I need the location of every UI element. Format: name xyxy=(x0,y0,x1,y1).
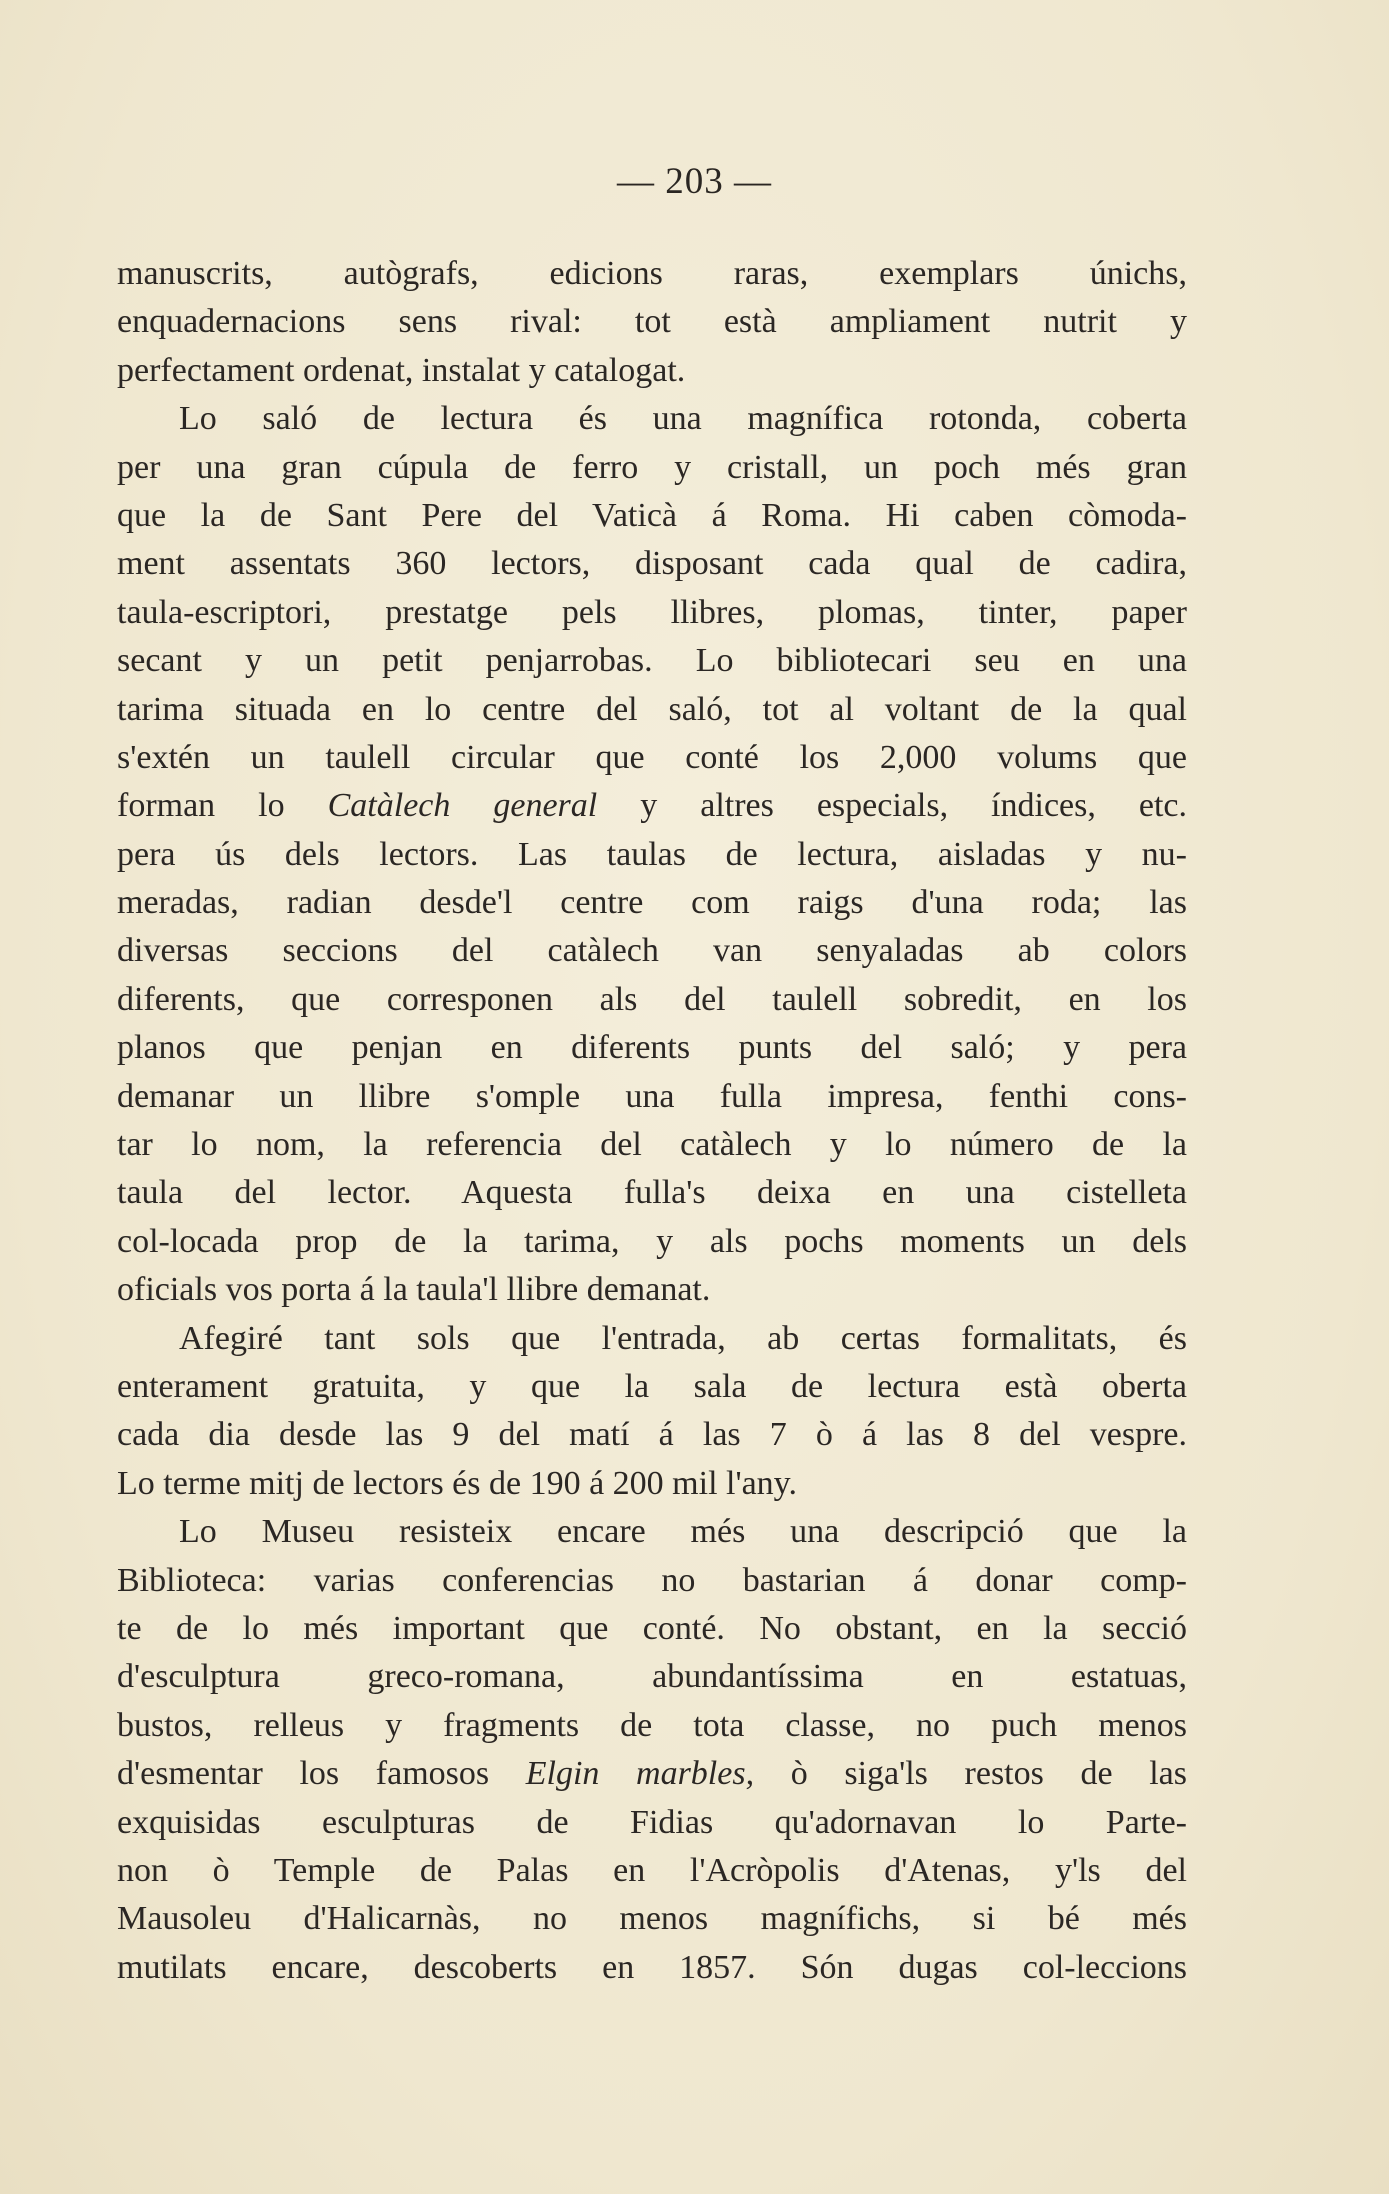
text-line: demanar un llibre s'omple una fulla impresa, fenthi cons- xyxy=(117,1077,1187,1115)
text-line: pera ús dels lectors. Las taulas de lectura, aisladas y nu- xyxy=(117,835,1187,873)
text-line: ment assentats 360 lectors, disposant cada qual de cadira, xyxy=(117,545,1187,583)
text-segment: forman lo xyxy=(117,787,328,825)
text-line: tarima situada en lo centre del saló, tot al voltant de la qual xyxy=(117,690,1187,728)
italic-title: Catàlech general xyxy=(327,787,598,825)
text-line: Biblioteca: varias conferencias no bastarian á donar comp- xyxy=(117,1561,1187,1599)
text-line: exquisidas esculpturas de Fidias qu'adornavan lo Parte- xyxy=(117,1803,1187,1841)
text-segment: ò siga'ls restos de las xyxy=(754,1755,1187,1793)
text-line: meradas, radian desde'l centre com raigs d'una roda; las xyxy=(117,884,1187,922)
text-line: diferents, que corresponen als del taulell sobredit, en los xyxy=(117,980,1187,1018)
text-line: Lo saló de lectura és una magnífica rotonda, coberta xyxy=(179,400,1187,438)
text-line: enquadernacions sens rival: tot està ampliament nutrit y xyxy=(117,303,1187,341)
text-line: s'extén un taulell circular que conté los 2,000 volums que xyxy=(117,738,1187,776)
text-line: oficials vos porta á la taula'l llibre demanat. xyxy=(117,1271,711,1309)
text-line: d'esculptura greco-romana, abundantíssima en estatuas, xyxy=(117,1658,1187,1696)
text-segment: y altres especials, índices, etc. xyxy=(597,787,1187,825)
text-line: secant y un petit penjarrobas. Lo bibliotecari seu en una xyxy=(117,642,1187,680)
text-line: que la de Sant Pere del Vaticà á Roma. Hi caben còmoda- xyxy=(117,496,1187,534)
text-segment: d'esmentar los famosos xyxy=(117,1755,526,1793)
text-line: per una gran cúpula de ferro y cristall, un poch més gran xyxy=(117,448,1187,486)
text-line: perfectament ordenat, instalat y catalogat. xyxy=(117,351,686,389)
text-line: Lo terme mitj de lectors és de 190 á 200 mil l'any. xyxy=(117,1464,797,1502)
text-line: enterament gratuita, y que la sala de lectura està oberta xyxy=(117,1367,1187,1405)
text-line: Mausoleu d'Halicarnàs, no menos magnífichs, si bé més xyxy=(117,1900,1187,1938)
body-text xyxy=(117,250,1187,1992)
italic-title: Elgin marbles, xyxy=(525,1755,755,1793)
text-line: Lo Museu resisteix encare més una descripció que la xyxy=(179,1513,1187,1551)
text-line: non ò Temple de Palas en l'Acròpolis d'Atenas, y'ls del xyxy=(117,1851,1187,1889)
text-line: cada dia desde las 9 del matí á las 7 ò á las 8 del vespre. xyxy=(117,1416,1187,1454)
text-line: mutilats encare, descoberts en 1857. Són dugas col-leccions xyxy=(117,1948,1187,1986)
text-line: taula-escriptori, prestatge pels llibres, plomas, tinter, paper xyxy=(117,593,1187,631)
text-line: manuscrits, autògrafs, edicions raras, exemplars únichs, xyxy=(117,255,1187,292)
text-line xyxy=(117,782,1187,830)
text-line: taula del lector. Aquesta fulla's deixa en una cistelleta xyxy=(117,1174,1187,1212)
text-line: tar lo nom, la referencia del catàlech y lo número de la xyxy=(117,1126,1187,1164)
text-line xyxy=(117,1750,1187,1798)
text-line: Afegiré tant sols que l'entrada, ab certas formalitats, és xyxy=(179,1319,1187,1357)
text-line: col-locada prop de la tarima, y als pochs moments un dels xyxy=(117,1222,1187,1260)
text-line: diversas seccions del catàlech van senyaladas ab colors xyxy=(117,932,1187,970)
text-line: bustos, relleus y fragments de tota classe, no puch menos xyxy=(117,1706,1187,1744)
page-number-header: — 203 — xyxy=(617,161,772,202)
text-line: planos que penjan en diferents punts del saló; y pera xyxy=(117,1029,1187,1067)
text-line: te de lo més important que conté. No obstant, en la secció xyxy=(117,1609,1187,1647)
